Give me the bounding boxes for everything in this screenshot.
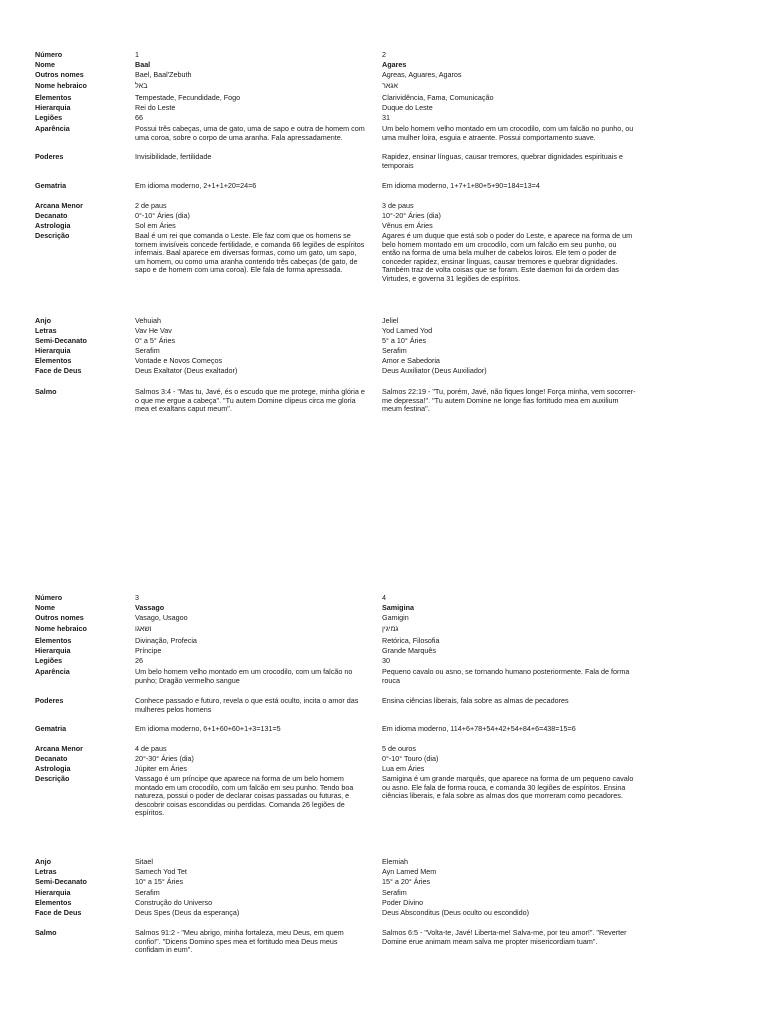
value-hierarquia: Rei do Leste (135, 103, 176, 112)
value-outros-nomes: Agreas, Aguares, Agaros (382, 70, 462, 79)
value-aparencia: Um belo homem velho montado em um crocodilo, com um falcão no punho; Dragão vermelho sangue (135, 667, 353, 685)
label-astrologia: Astrologia (35, 221, 71, 230)
value-hierarquia: Príncipe (135, 646, 162, 655)
label-elementos-anjo: Elementos (35, 356, 72, 365)
label-legioes: Legiões (35, 656, 63, 665)
value-gematria: Em idioma moderno, 2+1+1+20=24=6 (135, 181, 257, 190)
value-salmo: Salmos 6:5 - "Volta-te, Javé! Liberta-me! Salva-me, por teu amor!". "Reverter Domine erue animam meam salva me propter misericordiam tuam". (382, 928, 627, 946)
label-face-de-deus: Face de Deus (35, 366, 82, 375)
value-anjo: Jeliel (382, 316, 399, 325)
label-outros-nomes: Outros nomes (35, 613, 84, 622)
value-nome: Vassago (135, 603, 165, 612)
value-legioes: 31 (382, 113, 390, 122)
label-gematria: Gematria (35, 724, 67, 733)
value-nome-hebraico-wrap (135, 625, 367, 634)
label-descricao: Descrição (35, 774, 70, 783)
value-descricao: Samigina é um grande marquês, que aparece na forma de um pequeno cavalo ou asno. Ele fala de forma rouca, e comanda 30 legiões de espíritos. Ensina ciências liberais, e fala sobre as almas dos que morreram como pecadores. (382, 774, 634, 801)
value-nome: Samigina (382, 603, 414, 612)
value-astrologia: Vênus em Áries (382, 221, 433, 230)
label-numero: Número (35, 593, 63, 602)
value-hierarquia-anjo: Serafim (135, 346, 160, 355)
value-descricao: Agares é um duque que está sob o poder do Leste, e aparece na forma de um belo homem montado em um crocodilo, com um falcão em seu punho, ou então na forma de uma bela mulher de cabelos loiros. Ele tem o poder de conceder rapidez, ensinar línguas, causar tremores e quebrar dignidades. Também traz de volta coisas que se foram. Este daemon foi da ordem das Virtudes, e governa 31 legiões de espíritos. (382, 231, 633, 283)
label-hierarquia-anjo: Hierarquia (35, 888, 71, 897)
value-numero: 1 (135, 50, 139, 59)
value-legioes: 66 (135, 113, 143, 122)
value-gematria: Em idioma moderno, 6+1+60+60+1+3=131=5 (135, 724, 281, 733)
value-outros-nomes: Gamigin (382, 613, 409, 622)
label-letras: Letras (35, 326, 57, 335)
value-decanato: 20°-30° Áries (dia) (135, 754, 194, 763)
value-decanato: 0°-10° Touro (dia) (382, 754, 439, 763)
label-salmo: Salmo (35, 387, 57, 396)
value-nome-hebraico: גמיגין (382, 624, 399, 633)
value-astrologia: Júpiter em Áries (135, 764, 187, 773)
value-semi-decanato: 10° a 15° Áries (135, 877, 184, 886)
value-elementos-anjo: Amor e Sabedoria (382, 356, 440, 365)
label-elementos: Elementos (35, 93, 72, 102)
label-nome-hebraico: Nome hebraico (35, 624, 87, 633)
value-elementos: Clarividência, Fama, Comunicação (382, 93, 494, 102)
value-gematria: Em idioma moderno, 114+6+78+54+42+54+84+6=438=15=6 (382, 724, 576, 733)
value-numero: 4 (382, 593, 386, 602)
value-elementos-anjo: Construção do Universo (135, 898, 213, 907)
value-nome-hebraico-wrap (135, 82, 367, 91)
value-hierarquia-anjo: Serafim (382, 346, 407, 355)
value-letras: Vav He Vav (135, 326, 172, 335)
label-anjo: Anjo (35, 857, 51, 866)
value-salmo: Salmos 22:19 - "Tu, porém, Javé, não fiques longe! Força minha, vem socorrer-me depressa!". "Tu autem Domine ne longe fias fortitudo mea em auxilium meum festina". (382, 387, 636, 414)
label-hierarquia-anjo: Hierarquia (35, 346, 71, 355)
value-elementos: Tempestade, Fecundidade, Fogo (135, 93, 241, 102)
value-nome-hebraico: ושאגו (135, 624, 152, 633)
label-poderes: Poderes (35, 696, 64, 705)
value-nome-hebraico-wrap (382, 625, 636, 634)
value-hierarquia-anjo: Serafim (382, 888, 407, 897)
value-face-de-deus: Deus Auxiliator (Deus Auxiliador) (382, 366, 487, 375)
value-letras: Yod Lamed Yod (382, 326, 433, 335)
label-salmo: Salmo (35, 928, 57, 937)
value-poderes: Conhece passado e futuro, revela o que está oculto, incita o amor das mulheres pelos homens (135, 696, 359, 714)
value-numero: 2 (382, 50, 386, 59)
value-hierarquia: Duque do Leste (382, 103, 433, 112)
value-arcana-menor: 4 de paus (135, 744, 167, 753)
value-descricao: Baal é um rei que comanda o Leste. Ele faz com que os homens se tornem invisíveis concede fertilidade, e comanda 66 legiões de espíritos infernais. Baal aparece em diversas formas, como um gato, um sapo, um homem, ou como uma aranha contendo três cabeças (de gato, de sapo e de homem com uma coroa). Ele fala de forma apressada. (135, 231, 365, 275)
value-anjo: Sitael (135, 857, 153, 866)
label-arcana-menor: Arcana Menor (35, 744, 83, 753)
value-hierarquia: Grande Marquês (382, 646, 436, 655)
value-nome-hebraico: באל (135, 81, 148, 90)
value-descricao: Vassago é um príncipe que aparece na forma de um belo homem montado em um crocodilo, com um falcão em seu punho. Tendo boa natureza, possui o poder de declarar coisas passadas ou futuras, e descobrir coisas escondidas ou perdidas. Comanda 26 legiões de espíritos. (135, 774, 354, 818)
value-semi-decanato: 15° a 20° Áries (382, 877, 431, 886)
value-aparencia: Um belo homem velho montado em um crocodilo, com um falcão no punho, ou uma mulher loira, esguia e atraente. Possui comportamento suave. (382, 124, 634, 142)
value-astrologia: Lua em Áries (382, 764, 425, 773)
value-salmo: Salmos 3:4 - "Mas tu, Javé, és o escudo que me protege, minha glória e o que me ergue a cabeça". "Tu autem Domine clipeus circa me gloria mea et exaltans caput meum". (135, 387, 365, 414)
value-face-de-deus: Deus Exaltator (Deus exaltador) (135, 366, 238, 375)
label-astrologia: Astrologia (35, 764, 71, 773)
value-elementos: Divinação, Profecia (135, 636, 197, 645)
value-elementos: Retórica, Filosofia (382, 636, 440, 645)
value-decanato: 10°-20° Áries (dia) (382, 211, 441, 220)
label-aparencia: Aparência (35, 667, 70, 676)
value-astrologia: Sol em Áries (135, 221, 176, 230)
value-numero: 3 (135, 593, 139, 602)
value-arcana-menor: 5 de ouros (382, 744, 416, 753)
label-face-de-deus: Face de Deus (35, 908, 82, 917)
label-semi-decanato: Semi-Decanato (35, 877, 87, 886)
label-nome-hebraico: Nome hebraico (35, 81, 87, 90)
value-nome-hebraico: אגאר (382, 81, 398, 90)
value-outros-nomes: Vasago, Usagoo (135, 613, 188, 622)
label-legioes: Legiões (35, 113, 63, 122)
value-nome-hebraico-wrap (382, 82, 636, 91)
label-letras: Letras (35, 867, 57, 876)
value-face-de-deus: Deus Absconditus (Deus oculto ou escondido) (382, 908, 530, 917)
label-outros-nomes: Outros nomes (35, 70, 84, 79)
value-elementos-anjo: Vontade e Novos Começos (135, 356, 223, 365)
label-decanato: Decanato (35, 211, 68, 220)
value-arcana-menor: 2 de paus (135, 201, 167, 210)
value-nome: Agares (382, 60, 407, 69)
value-legioes: 26 (135, 656, 143, 665)
label-descricao: Descrição (35, 231, 70, 240)
label-semi-decanato: Semi-Decanato (35, 336, 87, 345)
value-arcana-menor: 3 de paus (382, 201, 414, 210)
label-aparencia: Aparência (35, 124, 70, 133)
label-nome: Nome (35, 603, 55, 612)
value-anjo: Vehuiah (135, 316, 161, 325)
value-elementos-anjo: Poder Divino (382, 898, 424, 907)
value-poderes: Ensina ciências liberais, fala sobre as almas de pecadores (382, 696, 569, 705)
value-aparencia: Possui três cabeças, uma de gato, uma de sapo e outra de homem com uma coroa, sobre o corpo de uma aranha. Fala apressadamente. (135, 124, 365, 142)
value-hierarquia-anjo: Serafim (135, 888, 160, 897)
value-decanato: 0°-10° Áries (dia) (135, 211, 190, 220)
value-nome: Baal (135, 60, 151, 69)
value-letras: Samech Yod Tet (135, 867, 187, 876)
label-gematria: Gematria (35, 181, 67, 190)
value-salmo: Salmos 91:2 - "Meu abrigo, minha fortaleza, meu Deus, em quem confio!". "Dicens Domino spes mea et fortitudo mea Deus meus confidam in eum". (135, 928, 344, 955)
label-elementos-anjo: Elementos (35, 898, 72, 907)
label-hierarquia: Hierarquia (35, 103, 71, 112)
value-legioes: 30 (382, 656, 390, 665)
label-numero: Número (35, 50, 63, 59)
value-outros-nomes: Bael, Baal'Zebuth (135, 70, 192, 79)
value-poderes: Invisibilidade, fertilidade (135, 152, 212, 161)
value-aparencia: Pequeno cavalo ou asno, se tornando humano posteriormente. Fala de forma rouca (382, 667, 630, 685)
label-decanato: Decanato (35, 754, 68, 763)
value-semi-decanato: 0° a 5° Áries (135, 336, 176, 345)
value-face-de-deus: Deus Spes (Deus da esperança) (135, 908, 240, 917)
label-elementos: Elementos (35, 636, 72, 645)
label-hierarquia: Hierarquia (35, 646, 71, 655)
label-anjo: Anjo (35, 316, 51, 325)
value-letras: Ayn Lamed Mem (382, 867, 437, 876)
value-anjo: Elemiah (382, 857, 408, 866)
label-arcana-menor: Arcana Menor (35, 201, 83, 210)
label-poderes: Poderes (35, 152, 64, 161)
value-poderes: Rapidez, ensinar línguas, causar tremores, quebrar dignidades espirituais e temporais (382, 152, 623, 170)
label-nome: Nome (35, 60, 55, 69)
value-semi-decanato: 5° a 10° Áries (382, 336, 427, 345)
value-gematria: Em idioma moderno, 1+7+1+80+5+90=184=13=4 (382, 181, 540, 190)
